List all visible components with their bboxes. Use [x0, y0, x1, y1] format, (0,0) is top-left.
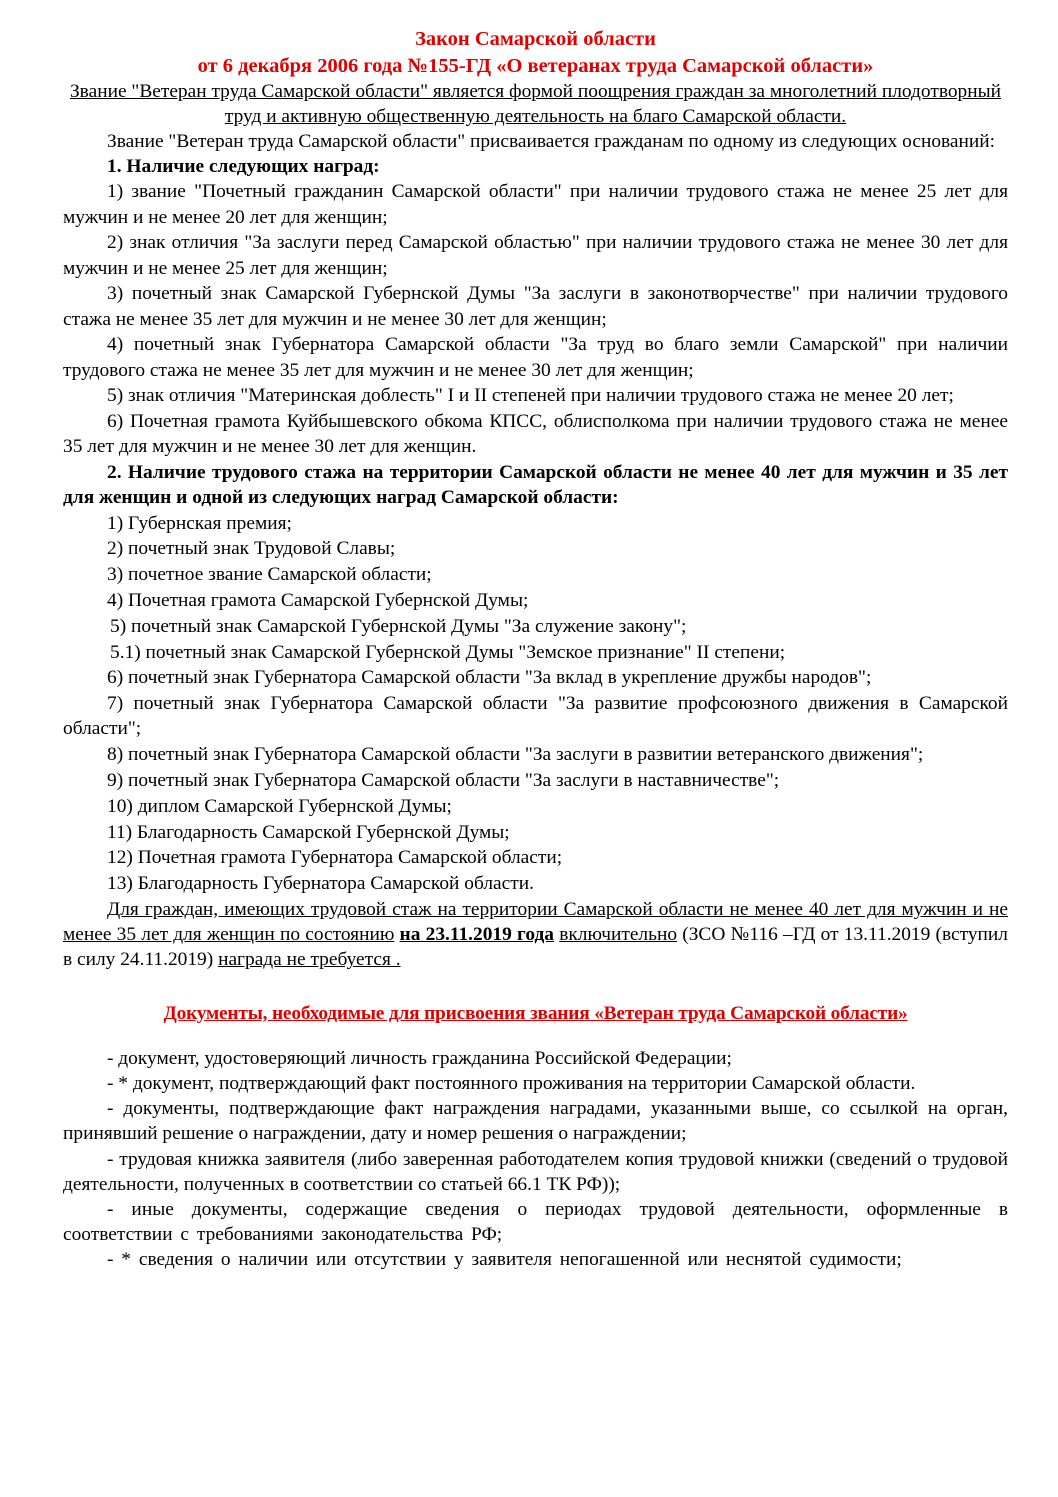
section-2-item: 13) Благодарность Губернатора Самарской области. — [107, 873, 534, 895]
section-2-item: 4) Почетная грамота Самарской Губернской Думы; — [107, 590, 529, 611]
section-1-item: 6) Почетная грамота Куйбышевского обкома КПСС, облисполкома при наличии трудового стажа не менее 35 лет для мужчин и не менее 30 лет для женщин. — [63, 411, 1008, 458]
section-1-item: 1) звание "Почетный гражданин Самарской области" при наличии трудового стажа не менее 25 лет для мужчин и не менее 20 лет для женщин; — [63, 181, 1008, 228]
intro-paragraph: Звание "Ветеран труда Самарской области" является формой поощрения граждан за многолетний плодотворный труд и активную общественную деятельность на благо Самарской области. — [69, 81, 1002, 127]
note-inclusive: включительно — [559, 924, 678, 946]
law-subtitle: от 6 декабря 2006 года №155-ГД «О ветеранах труда Самарской области» — [197, 55, 874, 77]
no-award-note — [63, 897, 1008, 973]
section-1 — [63, 154, 1008, 459]
section-1-item: 2) знак отличия "За заслуги перед Самарской областью" при наличии трудового стажа не менее 30 лет для мужчин и не менее 25 лет для женщин; — [63, 232, 1008, 279]
section-1-heading: 1. Наличие следующих наград: — [107, 156, 380, 178]
section-2-item: 8) почетный знак Губернатора Самарской области "За заслуги в развитии ветеранского движения"; — [107, 744, 924, 766]
section-1-item: 4) почетный знак Губернатора Самарской области "За труд во благо земли Самарской" при наличии трудового стажа не менее 35 лет для мужчин и не менее 30 лет для женщин; — [63, 334, 1008, 381]
section-1-item: 3) почетный знак Самарской Губернской Думы "За заслуги в законотворчестве" при наличии трудового стажа не менее 35 лет для мужчин и не менее 30 лет для женщин; — [63, 283, 1008, 330]
documents-title: Документы, необходимые для присвоения звания «Ветеран труда Самарской области» — [163, 1002, 908, 1024]
document-item: - * сведения о наличии или отсутствии у заявителя непогашенной или неснятой судимости; — [107, 1249, 902, 1271]
section-2-item: 1) Губернская премия; — [107, 512, 292, 534]
section-2-item: 7) почетный знак Губернатора Самарской области "За развитие профсоюзного движения в Самарской области"; — [63, 693, 1008, 740]
note-law-reference: (ЗСО №116 –ГД от 13.11.2019 (вступил в силу 24.11.2019) — [63, 924, 1008, 971]
document-item: - трудовая книжка заявителя (либо заверенная работодателем копия трудовой книжки (сведений о трудовой деятельности, полученных в соответствии со статьей 66.1 ТК РФ)); — [63, 1148, 1008, 1195]
section-1-item: 5) знак отличия "Материнская доблесть" I и II степеней при наличии трудового стажа не менее 20 лет; — [107, 385, 954, 407]
note-date: на 23.11.2019 года — [399, 924, 554, 946]
section-2 — [63, 460, 1008, 896]
section-2-item: 5.1) почетный знак Самарской Губернской Думы "Земское признание" II степени; — [110, 641, 786, 663]
section-2-item: 12) Почетная грамота Губернатора Самарской области; — [107, 847, 563, 869]
document-item: - * документ, подтверждающий факт постоянного проживания на территории Самарской области. — [107, 1072, 916, 1094]
document-item: - документ, удостоверяющий личность гражданина Российской Федерации; — [107, 1047, 732, 1069]
section-2-item: 2) почетный знак Трудовой Славы; — [107, 538, 396, 560]
section-2-heading: 2. Наличие трудового стажа на территории Самарской области не менее 40 лет для мужчин и 35 лет для женщин и одной из следующих наград Самарской области: — [63, 462, 1008, 509]
section-2-item: 5) почетный знак Самарской Губернской Думы "За служение закону"; — [110, 615, 687, 637]
note-text: Для граждан, имеющих трудовой стаж на территории Самарской области не менее 40 лет для мужчин и не менее 35 лет для женщин по состоянию — [63, 898, 1008, 946]
section-2-item: 9) почетный знак Губернатора Самарской области "За заслуги в наставничестве"; — [107, 769, 780, 791]
documents-list — [63, 1046, 1008, 1273]
basis-paragraph: Звание "Ветеран труда Самарской области" присваивается гражданам по одному из следующих оснований: — [107, 131, 996, 152]
document-item: - иные документы, содержащие сведения о периодах трудовой деятельности, оформленные в соответствии с требованиями законодательства РФ; — [63, 1199, 1008, 1246]
law-title: Закон Самарской области — [415, 28, 656, 50]
document-item: - документы, подтверждающие факт награждения наградами, указанными выше, со ссылкой на орган, принявший решение о награждении, дату и номер решения о награждении; — [63, 1098, 1008, 1145]
section-2-item: 6) почетный знак Губернатора Самарской области "За вклад в укрепление дружбы народов"; — [107, 667, 872, 689]
section-2-item: 3) почетное звание Самарской области; — [107, 564, 432, 586]
section-2-item: 11) Благодарность Самарской Губернской Думы; — [107, 821, 510, 843]
section-2-item: 10) диплом Самарской Губернской Думы; — [107, 795, 452, 817]
note-conclusion: награда не требуется . — [218, 949, 401, 971]
